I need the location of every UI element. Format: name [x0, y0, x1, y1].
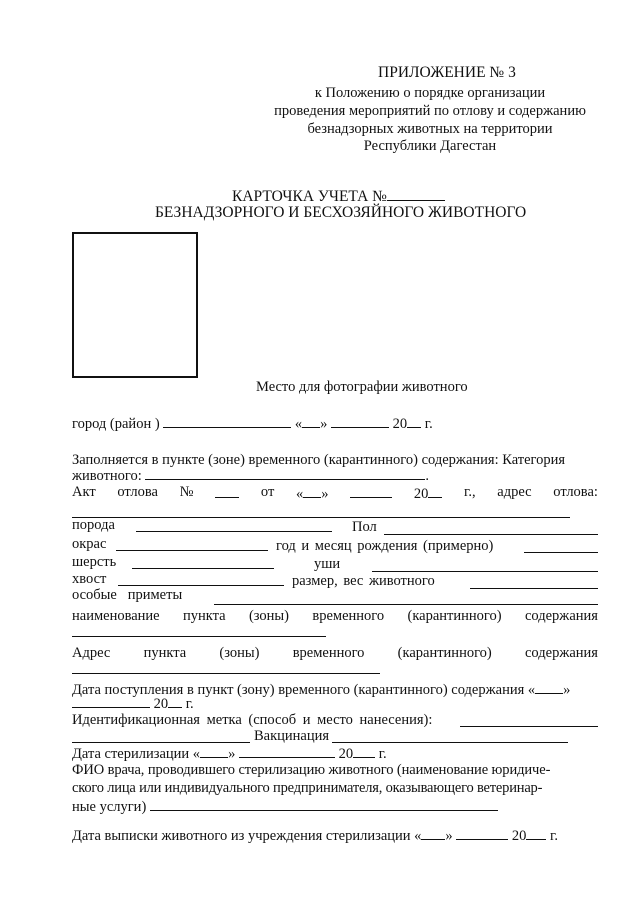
admission-month-field[interactable]: [72, 693, 150, 708]
card-number-field[interactable]: [387, 186, 445, 201]
doctor-line-3: [72, 796, 498, 816]
sterilization-day-field[interactable]: [200, 743, 228, 758]
appendix-line-1: к Положению о порядке организации: [314, 85, 546, 101]
year-suffix: г.: [424, 416, 433, 432]
color-label: окрас: [72, 536, 107, 552]
fur-field[interactable]: [132, 568, 274, 569]
appendix-line-4: Республики Дагестан: [363, 138, 497, 154]
size-field[interactable]: [470, 588, 598, 589]
act-address2-label: отлова:: [553, 484, 598, 500]
intro-line-1: Заполняется в пункте (зоне) временного (карантинного) содержания: Категория: [72, 452, 566, 468]
point-name-field[interactable]: [72, 636, 326, 637]
point-address-w6: содержания: [524, 645, 598, 661]
act-year-field[interactable]: [428, 483, 442, 498]
size-label: размер, вес животного: [292, 573, 435, 589]
act-label: Акт: [72, 484, 96, 500]
act-year-prefix: 20: [413, 486, 429, 502]
act-address-label: адрес: [497, 484, 532, 500]
year-field[interactable]: [407, 413, 421, 428]
point-name-w6: содержания: [524, 608, 598, 624]
admission-quote-close: »: [563, 682, 571, 698]
act-line: [72, 483, 598, 503]
act-from-label: от: [260, 484, 275, 500]
sterilization-year-prefix: 20: [338, 746, 354, 762]
discharge-label: Дата выписки животного из учреждения стерилизации «: [72, 828, 422, 844]
marks-label: [72, 586, 182, 604]
point-address-w2: пункта: [143, 645, 187, 661]
tail-label: хвост: [72, 571, 107, 587]
admission-label: Дата поступления в пункт (зону) временного (карантинного) содержания «: [72, 682, 536, 698]
sterilization-month-field[interactable]: [239, 743, 335, 758]
appendix-line-3: безнадзорных животных на территории: [307, 121, 553, 137]
marks-field[interactable]: [214, 604, 598, 605]
act-day-field[interactable]: [303, 483, 321, 498]
color-field[interactable]: [116, 550, 268, 551]
doctor-label-end: ные услуги): [72, 799, 147, 815]
category-label: животного:: [72, 468, 142, 484]
doctor-line-2: ского лица или индивидуального предпринимателя, оказывающего ветеринар-: [72, 780, 543, 796]
point-name-w5: (карантинного): [407, 608, 502, 624]
photo-caption: Место для фотографии животного: [256, 379, 468, 395]
category-field[interactable]: [145, 465, 425, 480]
point-address-w4: временного: [292, 645, 365, 661]
id-mark-field[interactable]: [460, 726, 598, 727]
ears-label: уши: [314, 556, 341, 572]
breed-field[interactable]: [136, 531, 332, 532]
sex-field[interactable]: [384, 534, 598, 535]
discharge-line: [72, 825, 558, 845]
day-field[interactable]: [302, 413, 320, 428]
photo-placeholder[interactable]: [72, 232, 198, 378]
card-subtitle: БЕЗНАДЗОРНОГО И БЕСХОЗЯЙНОГО ЖИВОТНОГО: [155, 204, 527, 221]
point-address-w5: (карантинного): [397, 645, 492, 661]
point-name-w2: пункта: [183, 608, 226, 624]
appendix-line-2: проведения мероприятий по отлову и содержанию: [274, 103, 586, 119]
admission-year-prefix: 20: [153, 696, 169, 712]
admission-day-field[interactable]: [535, 679, 563, 694]
doctor-field[interactable]: [150, 796, 498, 811]
act-quote-open: «: [295, 486, 304, 502]
appendix-title: ПРИЛОЖЕНИЕ № 3: [378, 64, 516, 81]
city-date-line: [72, 413, 433, 433]
capture-address-field[interactable]: [72, 517, 570, 518]
sterilization-year-suffix: г.: [378, 746, 387, 762]
marks-label-2: приметы: [127, 587, 183, 603]
vaccination-label: Вакцинация: [254, 728, 330, 744]
point-address-field[interactable]: [72, 673, 380, 674]
act-otlova-label: отлова: [117, 484, 158, 500]
point-address-w1: Адрес: [72, 645, 111, 661]
admission-year-field[interactable]: [168, 693, 182, 708]
city-label: город (район ): [72, 416, 160, 432]
act-year-suffix: г.,: [464, 484, 476, 500]
point-address-w3: (зоны): [219, 645, 260, 661]
id-mark-label: Идентификационная метка (способ и место нанесения):: [72, 712, 433, 728]
fur-label: шерсть: [72, 554, 117, 570]
discharge-day-field[interactable]: [421, 825, 445, 840]
point-name-w1: наименование: [72, 608, 160, 624]
point-name-line: [72, 607, 598, 625]
card-title: [232, 186, 445, 206]
act-quote-close: »: [321, 486, 329, 502]
city-field[interactable]: [163, 413, 291, 428]
discharge-year-suffix: г.: [550, 828, 558, 844]
act-month-field[interactable]: [350, 483, 392, 498]
admission-line-2: [72, 693, 194, 713]
discharge-quote-close: »: [445, 828, 453, 844]
card-title-text: КАРТОЧКА УЧЕТА №: [232, 188, 387, 205]
birth-field[interactable]: [524, 552, 598, 553]
year-prefix: 20: [392, 416, 408, 432]
birth-label: год и месяц рождения (примерно): [276, 538, 494, 554]
quote-open: «: [294, 416, 303, 432]
discharge-month-field[interactable]: [456, 825, 508, 840]
discharge-year-prefix: 20: [511, 828, 527, 844]
act-number-sign: №: [179, 484, 194, 500]
sterilization-quote-close: »: [228, 746, 236, 762]
intro-line-2: животного: .: [72, 465, 429, 485]
point-name-w4: временного: [312, 608, 385, 624]
marks-label-1: особые: [72, 587, 117, 603]
sex-label: Пол: [352, 519, 377, 535]
sterilization-label: Дата стерилизации «: [72, 746, 201, 762]
discharge-year-field[interactable]: [526, 825, 546, 840]
point-address-line: [72, 644, 598, 662]
sterilization-line: [72, 743, 387, 763]
breed-label: порода: [72, 517, 115, 533]
admission-year-suffix: г.: [185, 696, 194, 712]
sterilization-year-field[interactable]: [353, 743, 375, 758]
point-name-w3: (зоны): [248, 608, 290, 624]
act-number-field[interactable]: [215, 483, 239, 498]
month-field[interactable]: [331, 413, 389, 428]
quote-close: »: [320, 416, 328, 432]
doctor-line-1: ФИО врача, проводившего стерилизацию животного (наименование юридиче-: [72, 762, 551, 778]
